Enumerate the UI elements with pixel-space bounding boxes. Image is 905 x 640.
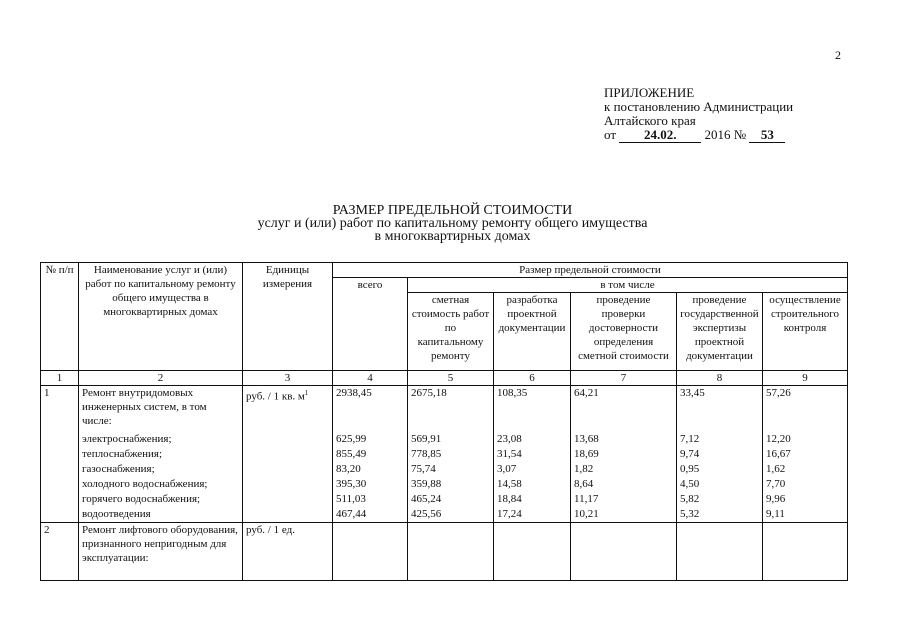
subrow-value: 5,32: [680, 508, 700, 520]
from-label: от: [604, 127, 617, 142]
row-units: руб. / 1 ед.: [243, 523, 333, 581]
subrow-value: 7,70: [766, 478, 786, 490]
subrow-value: 1,82: [574, 463, 594, 475]
subrow-value: 359,88: [411, 478, 442, 490]
appendix-date-line: [604, 128, 793, 143]
row-num: 1: [41, 386, 79, 523]
header-col5: сметная стоимость работ по капитальному ремонту: [408, 293, 494, 371]
row-value: 64,21: [574, 387, 599, 399]
header-incl: в том числе: [408, 278, 848, 293]
header-num: № п/п: [41, 263, 79, 371]
title-line3: в многоквартирных домах: [374, 229, 531, 244]
row-name-text: Ремонт внутридомовых инженерных систем, в том числе:: [82, 387, 207, 427]
subrow-value: 9,74: [680, 448, 700, 460]
value-cell: [494, 386, 571, 523]
subrow-value: 3,07: [497, 463, 517, 475]
cost-table: [40, 262, 848, 581]
subrow-value: 465,24: [411, 493, 442, 505]
value-cell: [677, 386, 763, 523]
subrow-value: 18,84: [497, 493, 522, 505]
subrow-name: электроснабжения;: [82, 433, 172, 445]
subrow-value: 0,95: [680, 463, 700, 475]
col-number: 9: [763, 371, 848, 386]
col-number: 5: [408, 371, 494, 386]
col-number: 3: [243, 371, 333, 386]
subrow-value: 8,64: [574, 478, 594, 490]
column-number-row: [41, 371, 848, 386]
units-sup: 1: [304, 389, 309, 397]
appendix-number: 53: [749, 128, 785, 143]
subrow-value: 569,91: [411, 433, 442, 445]
table-row: [41, 523, 848, 581]
value-cell: [408, 386, 494, 523]
col-number: 7: [571, 371, 677, 386]
value-cell: [333, 386, 408, 523]
row-value: 2675,18: [411, 387, 447, 399]
subrow-value: 425,56: [411, 508, 442, 520]
subrow-value: 7,12: [680, 433, 700, 445]
subrow-value: 17,24: [497, 508, 522, 520]
units-text: руб. / 1 кв. м: [246, 390, 305, 403]
subrow-value: 511,03: [336, 493, 366, 505]
subrow-value: 9,96: [766, 493, 786, 505]
appendix-title: ПРИЛОЖЕНИЕ: [604, 85, 695, 100]
header-col6: разработка проектной документации: [494, 293, 571, 371]
header-col9: осуществление строительного контроля: [763, 293, 848, 371]
subrow-value: 10,21: [574, 508, 599, 520]
value-cell: [408, 523, 494, 581]
value-cell: [494, 523, 571, 581]
header-col7: проведение проверки достоверности определения сметной стоимости: [571, 293, 677, 371]
row-value: 33,45: [680, 387, 705, 399]
row-units: [243, 386, 333, 523]
row-name: [79, 386, 243, 523]
subrow-value: 855,49: [336, 448, 367, 460]
table-row: [41, 386, 848, 523]
col-number: 1: [41, 371, 79, 386]
title-line1: РАЗМЕР ПРЕДЕЛЬНОЙ СТОИМОСТИ: [332, 203, 573, 218]
value-cell: [677, 523, 763, 581]
subrow-value: 395,30: [336, 478, 367, 490]
subrow-value: 16,67: [766, 448, 791, 460]
subrow-names: [82, 432, 239, 522]
row-value: 108,35: [497, 387, 528, 399]
row-value: 57,26: [766, 387, 791, 399]
header-total: всего: [333, 278, 408, 371]
subrow-value: 4,50: [680, 478, 700, 490]
appendix-block: [604, 86, 793, 143]
value-cell: [333, 523, 408, 581]
subrow-value: 18,69: [574, 448, 599, 460]
col-number: 6: [494, 371, 571, 386]
title-line2: услуг и (или) работ по капитальному ремонту общего имущества: [257, 216, 648, 231]
subrow-name: газоснабжения;: [82, 463, 155, 475]
col-number: 2: [79, 371, 243, 386]
value-cell: [763, 523, 848, 581]
subrow-value: 778,85: [411, 448, 442, 460]
col-number: 8: [677, 371, 763, 386]
subrow-value: 1,62: [766, 463, 786, 475]
value-cell: [571, 523, 677, 581]
value-cell: [571, 386, 677, 523]
row-value: 2938,45: [336, 387, 372, 399]
appendix-line3: Алтайского края: [604, 113, 696, 128]
header-col8: проведение государственной экспертизы проектной документации: [677, 293, 763, 371]
header-name: Наименование услуг и (или) работ по капитальному ремонту общего имущества в многоквартирных домах: [79, 263, 243, 371]
appendix-line2: к постановлению Администрации: [604, 99, 794, 114]
header-units: Единицы измерения: [243, 263, 333, 371]
subrow-value: 13,68: [574, 433, 599, 445]
subrow-name: теплоснабжения;: [82, 448, 163, 460]
header-group: Размер предельной стоимости: [333, 263, 848, 278]
subrow-name: холодного водоснабжения;: [82, 478, 208, 490]
subrow-value: 14,58: [497, 478, 522, 490]
document-title: [0, 204, 905, 243]
subrow-value: 5,82: [680, 493, 700, 505]
page-number: 2: [835, 48, 841, 62]
row-name: Ремонт лифтового оборудования, признанного непригодным для эксплуатации:: [79, 523, 243, 581]
subrow-value: 12,20: [766, 433, 791, 445]
subrow-name: водоотведения: [82, 508, 151, 520]
subrow-value: 9,11: [766, 508, 785, 520]
subrow-value: 467,44: [336, 508, 367, 520]
subrow-value: 75,74: [411, 463, 436, 475]
appendix-year: 2016 №: [704, 127, 747, 142]
col-number: 4: [333, 371, 408, 386]
value-cell: [763, 386, 848, 523]
subrow-value: 31,54: [497, 448, 522, 460]
subrow-value: 11,17: [574, 493, 599, 505]
subrow-name: горячего водоснабжения;: [82, 493, 201, 505]
subrow-value: 23,08: [497, 433, 522, 445]
subrow-value: 83,20: [336, 463, 361, 475]
row-num: 2: [41, 523, 79, 581]
subrow-value: 625,99: [336, 433, 367, 445]
appendix-date: 24.02.: [619, 128, 701, 143]
